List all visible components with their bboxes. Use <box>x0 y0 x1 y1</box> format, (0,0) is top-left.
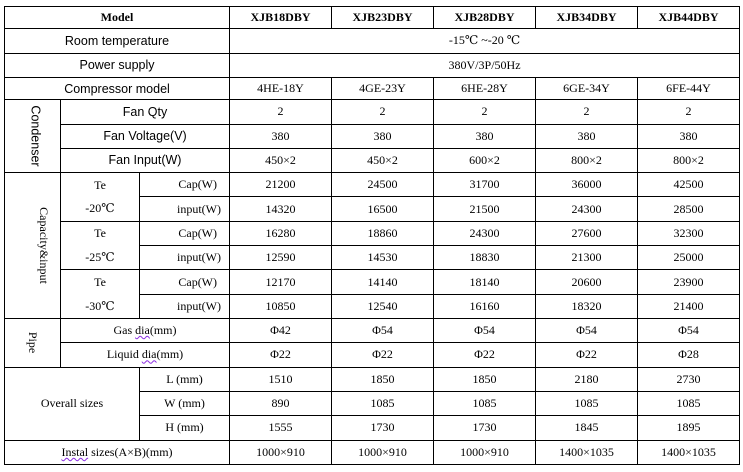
instal-label-word: Instal <box>61 444 89 459</box>
value-cell: Φ54 <box>434 319 536 343</box>
input-label: input(W) <box>140 294 230 318</box>
value-cell: 1845 <box>536 416 638 440</box>
pipe-liquid-label-dia: dia <box>141 347 157 362</box>
value-cell: 1895 <box>638 416 740 440</box>
table-row <box>5 440 740 464</box>
value-cell: 12540 <box>332 294 434 318</box>
value-cell: 20600 <box>536 270 638 294</box>
pipe-liquid-label <box>61 343 230 367</box>
pipe-liquid-label-post: (mm) <box>156 347 184 362</box>
pipe-group-text: Pipe <box>26 332 40 354</box>
value-cell: 890 <box>230 391 332 415</box>
model-name: XJB23DBY <box>332 7 434 29</box>
te-temperature: -20℃ <box>61 197 140 221</box>
model-name: XJB34DBY <box>536 7 638 29</box>
value-cell: 18860 <box>332 221 434 245</box>
value-cell: 32300 <box>638 221 740 245</box>
value-cell: 1730 <box>434 416 536 440</box>
value-cell: 1850 <box>434 367 536 391</box>
model-header: Model <box>5 7 230 29</box>
value-cell: 380 <box>536 124 638 148</box>
input-label: input(W) <box>140 246 230 270</box>
cap-label: Cap(W) <box>140 173 230 197</box>
pipe-gas-label-post: (mm) <box>149 323 177 338</box>
value-cell: 24300 <box>434 221 536 245</box>
table-row <box>5 367 740 391</box>
table-row <box>5 7 740 29</box>
value-cell: 6GE-34Y <box>536 77 638 99</box>
value-cell: 16280 <box>230 221 332 245</box>
value-cell: Φ28 <box>638 343 740 367</box>
value-cell: 16500 <box>332 197 434 221</box>
value-cell: 28500 <box>638 197 740 221</box>
model-name: XJB28DBY <box>434 7 536 29</box>
table-row <box>5 77 740 99</box>
table-row <box>5 173 740 197</box>
room-temperature-value: -15℃ ~-20 ℃ <box>230 29 740 53</box>
value-cell: 31700 <box>434 173 536 197</box>
value-cell: 36000 <box>536 173 638 197</box>
capacity-group-label <box>5 173 61 319</box>
value-cell: 18320 <box>536 294 638 318</box>
table-row <box>5 319 740 343</box>
input-label: input(W) <box>140 197 230 221</box>
value-cell: 24500 <box>332 173 434 197</box>
table-row <box>5 148 740 172</box>
cap-label: Cap(W) <box>140 270 230 294</box>
value-cell: 27600 <box>536 221 638 245</box>
value-cell: 2 <box>434 100 536 124</box>
value-cell: 1510 <box>230 367 332 391</box>
value-cell: 1000×910 <box>332 440 434 464</box>
value-cell: 14320 <box>230 197 332 221</box>
value-cell: 1850 <box>332 367 434 391</box>
te-label: Te <box>61 270 140 294</box>
value-cell: 18140 <box>434 270 536 294</box>
te-temperature: -30℃ <box>61 294 140 318</box>
value-cell: 800×2 <box>638 148 740 172</box>
value-cell: Φ22 <box>434 343 536 367</box>
model-name: XJB44DBY <box>638 7 740 29</box>
value-cell: Φ54 <box>536 319 638 343</box>
value-cell: Φ54 <box>638 319 740 343</box>
value-cell: 1000×910 <box>434 440 536 464</box>
table-row <box>5 53 740 77</box>
pipe-gas-label-dia: dia <box>135 323 150 338</box>
spec-table <box>4 6 740 465</box>
table-row <box>5 124 740 148</box>
value-cell: 24300 <box>536 197 638 221</box>
value-cell: Φ54 <box>332 319 434 343</box>
value-cell: 10850 <box>230 294 332 318</box>
value-cell: 2730 <box>638 367 740 391</box>
value-cell: 2180 <box>536 367 638 391</box>
value-cell: 21200 <box>230 173 332 197</box>
value-cell: 1730 <box>332 416 434 440</box>
table-row <box>5 246 740 270</box>
value-cell: 4GE-23Y <box>332 77 434 99</box>
value-cell: 16160 <box>434 294 536 318</box>
compressor-label: Compressor model <box>5 77 230 99</box>
overall-sizes-label: Overall sizes <box>5 367 140 440</box>
table-row <box>5 100 740 124</box>
value-cell: 42500 <box>638 173 740 197</box>
value-cell: 21500 <box>434 197 536 221</box>
value-cell: 23900 <box>638 270 740 294</box>
table-row <box>5 270 740 294</box>
value-cell: 21300 <box>536 246 638 270</box>
value-cell: 2 <box>536 100 638 124</box>
value-cell: 380 <box>332 124 434 148</box>
value-cell: 4HE-18Y <box>230 77 332 99</box>
condenser-group-text: Condenser <box>28 105 43 167</box>
value-cell: 380 <box>434 124 536 148</box>
power-supply-label: Power supply <box>5 53 230 77</box>
te-label: Te <box>61 173 140 197</box>
value-cell: 600×2 <box>434 148 536 172</box>
condenser-row-label: Fan Voltage(V) <box>61 124 230 148</box>
model-name: XJB18DBY <box>230 7 332 29</box>
value-cell: 450×2 <box>332 148 434 172</box>
value-cell: Φ22 <box>536 343 638 367</box>
value-cell: Φ42 <box>230 319 332 343</box>
table-row <box>5 343 740 367</box>
pipe-liquid-label-pre: Liquid <box>106 347 142 362</box>
pipe-group-label <box>5 319 61 368</box>
table-row <box>5 197 740 221</box>
pipe-gas-label-pre: Gas <box>113 323 136 338</box>
condenser-row-label: Fan Qty <box>61 100 230 124</box>
value-cell: 1400×1035 <box>638 440 740 464</box>
value-cell: 2 <box>638 100 740 124</box>
value-cell: 1555 <box>230 416 332 440</box>
value-cell: 14140 <box>332 270 434 294</box>
pipe-gas-label <box>61 319 230 343</box>
instal-sizes-label <box>5 440 230 464</box>
value-cell: 12590 <box>230 246 332 270</box>
condenser-group-label <box>5 100 61 173</box>
condenser-row-label: Fan Input(W) <box>61 148 230 172</box>
value-cell: 1400×1035 <box>536 440 638 464</box>
value-cell: 1085 <box>434 391 536 415</box>
value-cell: 18830 <box>434 246 536 270</box>
value-cell: 12170 <box>230 270 332 294</box>
value-cell: 6HE-28Y <box>434 77 536 99</box>
instal-label-rest: sizes(A×B)(mm) <box>88 444 173 459</box>
table-row <box>5 29 740 53</box>
value-cell: 380 <box>230 124 332 148</box>
te-temperature: -25℃ <box>61 246 140 270</box>
value-cell: 380 <box>638 124 740 148</box>
power-supply-value: 380V/3P/50Hz <box>230 53 740 77</box>
value-cell: 14530 <box>332 246 434 270</box>
value-cell: 1085 <box>332 391 434 415</box>
value-cell: 800×2 <box>536 148 638 172</box>
value-cell: 450×2 <box>230 148 332 172</box>
value-cell: 1085 <box>536 391 638 415</box>
value-cell: 21400 <box>638 294 740 318</box>
overall-row-label: W (mm) <box>140 391 230 415</box>
value-cell: 6FE-44Y <box>638 77 740 99</box>
te-label: Te <box>61 221 140 245</box>
overall-row-label: H (mm) <box>140 416 230 440</box>
value-cell: Φ22 <box>332 343 434 367</box>
capacity-group-text: Capacity&input <box>36 207 51 284</box>
table-row <box>5 221 740 245</box>
value-cell: Φ22 <box>230 343 332 367</box>
value-cell: 2 <box>332 100 434 124</box>
value-cell: 1000×910 <box>230 440 332 464</box>
value-cell: 2 <box>230 100 332 124</box>
overall-row-label: L (mm) <box>140 367 230 391</box>
value-cell: 25000 <box>638 246 740 270</box>
cap-label: Cap(W) <box>140 221 230 245</box>
table-row <box>5 294 740 318</box>
room-temperature-label: Room temperature <box>5 29 230 53</box>
value-cell: 1085 <box>638 391 740 415</box>
